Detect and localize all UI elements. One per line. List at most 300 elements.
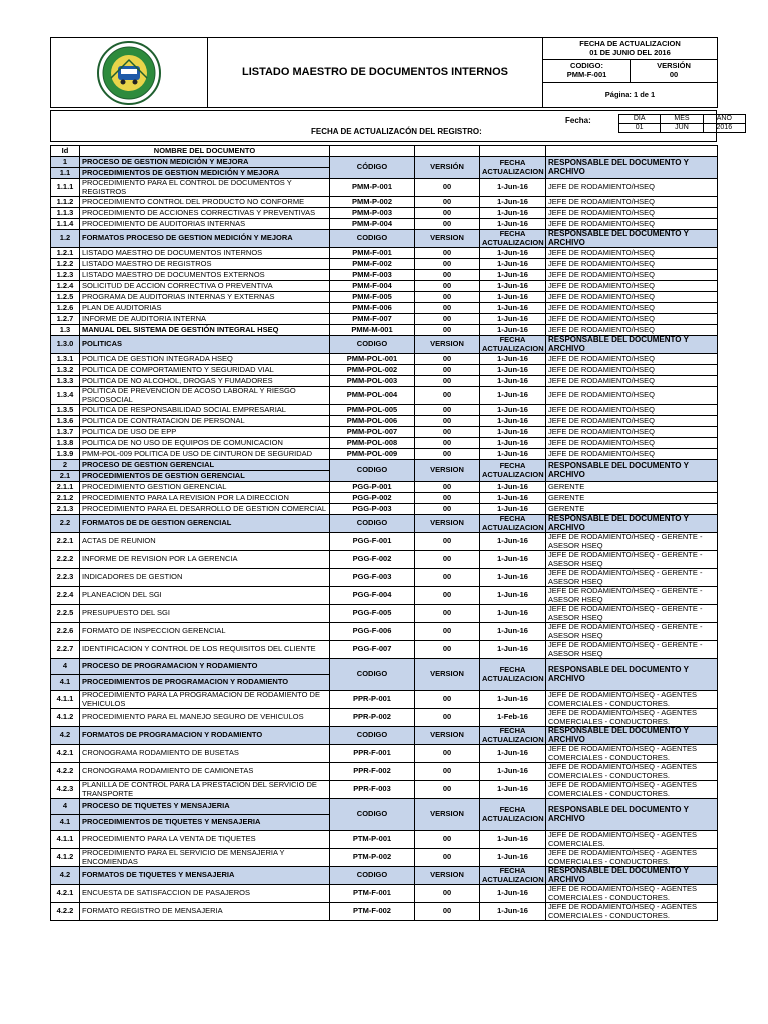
- document-version: 00: [415, 781, 480, 799]
- document-version: 00: [415, 219, 480, 230]
- table-row: [51, 781, 718, 799]
- document-name: PROCEDIMIENTO PARA LA PROGRAMACION DE RODAMIENTO DE VEHICULOS: [80, 691, 330, 709]
- section-id: 1.2: [51, 230, 80, 248]
- document-version: 00: [415, 885, 480, 903]
- date-column-header: FECHA ACTUALIZACION: [480, 867, 546, 885]
- row-id: 1.3: [51, 325, 80, 336]
- row-id: 4.1.2: [51, 709, 80, 727]
- document-version: 00: [415, 416, 480, 427]
- document-code: PMM-F-004: [330, 281, 415, 292]
- document-version: 00: [415, 303, 480, 314]
- row-id: 1.1.2: [51, 197, 80, 208]
- document-code: PMM-F-003: [330, 270, 415, 281]
- row-id: 1.2.3: [51, 270, 80, 281]
- version-column-header: VERSION: [415, 460, 480, 482]
- document-responsible: JEFE DE RODAMIENTO/HSEQ: [546, 303, 718, 314]
- table-row: [51, 354, 718, 365]
- subsection-id: 2.1: [51, 471, 80, 482]
- responsible-column-header: RESPONSABLE DEL DOCUMENTO Y ARCHIVO: [546, 867, 718, 885]
- document-code: PMM-F-007: [330, 314, 415, 325]
- document-name: PLANEACION DEL SGI: [80, 587, 330, 605]
- process-header-row: [51, 460, 718, 471]
- document-responsible: JEFE DE RODAMIENTO/HSEQ: [546, 365, 718, 376]
- document-version: 00: [415, 504, 480, 515]
- document-version: 00: [415, 354, 480, 365]
- document-responsible: JEFE DE RODAMIENTO/HSEQ: [546, 405, 718, 416]
- document-version: 00: [415, 641, 480, 659]
- document-version: 00: [415, 482, 480, 493]
- document-version: 00: [415, 438, 480, 449]
- document-date: 1-Jun-16: [480, 493, 546, 504]
- process-id: 1: [51, 157, 80, 168]
- table-row: [51, 387, 718, 405]
- row-id: 4.2.3: [51, 781, 80, 799]
- row-id: 1.2.5: [51, 292, 80, 303]
- document-name: PROCEDIMIENTO DE AUDITORIAS INTERNAS: [80, 219, 330, 230]
- document-responsible: JEFE DE RODAMIENTO/HSEQ - GERENTE - ASESOR HSEQ: [546, 641, 718, 659]
- document-date: 1-Jun-16: [480, 376, 546, 387]
- page-number: Página: 1 de 1: [543, 82, 718, 107]
- table-row: [51, 179, 718, 197]
- document-code: PPR-F-002: [330, 763, 415, 781]
- document-name: PRESUPUESTO DEL SGI: [80, 605, 330, 623]
- table-row: [51, 551, 718, 569]
- document-code: PGG-P-002: [330, 493, 415, 504]
- code-label: CODIGO:: [570, 61, 603, 71]
- document-date: 1-Jun-16: [480, 270, 546, 281]
- document-date: 1-Jun-16: [480, 292, 546, 303]
- document-date: 1-Jun-16: [480, 354, 546, 365]
- date-column-header: FECHA ACTUALIZACION: [480, 230, 546, 248]
- document-name: POLITICA DE CONTRATACION DE PERSONAL: [80, 416, 330, 427]
- document-date: 1-Jun-16: [480, 482, 546, 493]
- document-date: 1-Jun-16: [480, 219, 546, 230]
- document-date: 1-Jun-16: [480, 831, 546, 849]
- table-row: [51, 849, 718, 867]
- document-name: ACTAS DE REUNION: [80, 533, 330, 551]
- document-name: ENCUESTA DE SATISFACCION DE PASAJEROS: [80, 885, 330, 903]
- process-id: 2: [51, 460, 80, 471]
- document-name: PROCEDIMIENTO PARA EL DESARROLLO DE GESTION COMERCIAL: [80, 504, 330, 515]
- section-id: 2.2: [51, 515, 80, 533]
- section-name: FORMATOS DE DE GESTION GERENCIAL: [80, 515, 330, 533]
- document-date: 1-Jun-16: [480, 885, 546, 903]
- document-code: PPR-P-002: [330, 709, 415, 727]
- row-id: 4.1.1: [51, 831, 80, 849]
- document-name: CRONOGRAMA RODAMIENTO DE BUSETAS: [80, 745, 330, 763]
- section-header-row: [51, 336, 718, 354]
- document-date: 1-Jun-16: [480, 208, 546, 219]
- table-row: [51, 587, 718, 605]
- document-version: 00: [415, 179, 480, 197]
- document-version: 00: [415, 745, 480, 763]
- document-code: PGG-F-004: [330, 587, 415, 605]
- document-date: 1-Jun-16: [480, 745, 546, 763]
- process-header-row: [51, 799, 718, 815]
- document-version: 00: [415, 314, 480, 325]
- document-responsible: JEFE DE RODAMIENTO/HSEQ - GERENTE - ASESOR HSEQ: [546, 533, 718, 551]
- table-row: [51, 709, 718, 727]
- table-row: [51, 303, 718, 314]
- document-date: 1-Jun-16: [480, 551, 546, 569]
- name-column-header: NOMBRE DEL DOCUMENTO: [80, 146, 330, 157]
- document-name: POLITICA DE RESPONSABILIDAD SOCIAL EMPRESARIAL: [80, 405, 330, 416]
- row-id: 1.2.6: [51, 303, 80, 314]
- document-version: 00: [415, 405, 480, 416]
- documents-table: [50, 145, 718, 921]
- document-name: PROGRAMA DE AUDITORIAS INTERNAS Y EXTERNAS: [80, 292, 330, 303]
- date-column-header: FECHA ACTUALIZACION: [480, 659, 546, 691]
- row-id: 4.2.2: [51, 763, 80, 781]
- document-name: FORMATO REGISTRO DE MENSAJERIA: [80, 903, 330, 921]
- document-name: PROCEDIMIENTO PARA EL CONTROL DE DOCUMENTOS Y REGISTROS: [80, 179, 330, 197]
- row-id: 1.1.3: [51, 208, 80, 219]
- document-code: PMM-P-003: [330, 208, 415, 219]
- table-row: [51, 292, 718, 303]
- document-code: PMM-POL-009: [330, 449, 415, 460]
- row-id: 1.3.2: [51, 365, 80, 376]
- document-date: 1-Jun-16: [480, 641, 546, 659]
- document-code: PMM-F-001: [330, 248, 415, 259]
- document-code: PMM-POL-002: [330, 365, 415, 376]
- document-date: 1-Jun-16: [480, 259, 546, 270]
- document-date: 1-Jun-16: [480, 197, 546, 208]
- row-id: 1.3.1: [51, 354, 80, 365]
- process-id: 4: [51, 659, 80, 675]
- row-id: 4.2.2: [51, 903, 80, 921]
- version-column-header: VERSION: [415, 515, 480, 533]
- document-date: 1-Jun-16: [480, 569, 546, 587]
- table-row: [51, 405, 718, 416]
- table-row: [51, 691, 718, 709]
- document-code: PGG-F-005: [330, 605, 415, 623]
- document-responsible: JEFE DE RODAMIENTO/HSEQ: [546, 427, 718, 438]
- code-column-header: CODIGO: [330, 659, 415, 691]
- document-code: PPR-P-001: [330, 691, 415, 709]
- process-id: 4: [51, 799, 80, 815]
- document-version: 00: [415, 551, 480, 569]
- document-responsible: JEFE DE RODAMIENTO/HSEQ - AGENTES COMERCIALES - CONDUCTORES.: [546, 709, 718, 727]
- section-name: POLITICAS: [80, 336, 330, 354]
- document-name: PROCEDIMIENTO PARA LA VENTA DE TIQUETES: [80, 831, 330, 849]
- document-name: INDICADORES DE GESTION: [80, 569, 330, 587]
- document-code: PGG-F-002: [330, 551, 415, 569]
- document-code: PPR-F-001: [330, 745, 415, 763]
- row-id: 1.2.7: [51, 314, 80, 325]
- document-code: PTM-F-002: [330, 903, 415, 921]
- document-code: PMM-F-002: [330, 259, 415, 270]
- document-code: PGG-F-003: [330, 569, 415, 587]
- row-id: 2.1.1: [51, 482, 80, 493]
- document-code: PMM-POL-001: [330, 354, 415, 365]
- table-row: [51, 438, 718, 449]
- document-code: PMM-P-002: [330, 197, 415, 208]
- document-name: POLITICA DE NO ALCOHOL, DROGAS Y FUMADORES: [80, 376, 330, 387]
- subsection-name: PROCEDIMIENTOS DE GESTION GERENCIAL: [80, 471, 330, 482]
- document-name: FORMATO DE INSPECCION GERENCIAL: [80, 623, 330, 641]
- document-version: 00: [415, 365, 480, 376]
- table-row: [51, 281, 718, 292]
- document-version: 00: [415, 691, 480, 709]
- document-responsible: GERENTE: [546, 493, 718, 504]
- document-responsible: JEFE DE RODAMIENTO/HSEQ - GERENTE - ASESOR HSEQ: [546, 569, 718, 587]
- row-id: 1.3.4: [51, 387, 80, 405]
- document-code: PMM-POL-003: [330, 376, 415, 387]
- document-date: 1-Jun-16: [480, 605, 546, 623]
- responsible-column-header: RESPONSABLE DEL DOCUMENTO Y ARCHIVO: [546, 515, 718, 533]
- responsible-column-header: RESPONSABLE DEL DOCUMENTO Y ARCHIVO: [546, 460, 718, 482]
- document-version: 00: [415, 376, 480, 387]
- process-name: PROCESO DE PROGRAMACION Y RODAMIENTO: [80, 659, 330, 675]
- document-code: PGG-F-007: [330, 641, 415, 659]
- document-version: 00: [415, 763, 480, 781]
- document-responsible: JEFE DE RODAMIENTO/HSEQ: [546, 325, 718, 336]
- document-code: PTM-P-002: [330, 849, 415, 867]
- table-row: [51, 482, 718, 493]
- version-column-header: VERSION: [415, 659, 480, 691]
- document-date: 1-Jun-16: [480, 533, 546, 551]
- process-name: PROCESO DE GESTION GERENCIAL: [80, 460, 330, 471]
- responsible-column-header: RESPONSABLE DEL DOCUMENTO Y ARCHIVO: [546, 659, 718, 691]
- table-row: [51, 605, 718, 623]
- document-code: PMM-POL-007: [330, 427, 415, 438]
- document-responsible: JEFE DE RODAMIENTO/HSEQ: [546, 449, 718, 460]
- document-version: 00: [415, 587, 480, 605]
- document-name: IDENTIFICACION Y CONTROL DE LOS REQUISITOS DEL CLIENTE: [80, 641, 330, 659]
- row-id: 2.2.7: [51, 641, 80, 659]
- version-label: VERSIÓN: [657, 61, 691, 71]
- document-date: 1-Jun-16: [480, 903, 546, 921]
- day-header: DIA: [619, 115, 661, 124]
- table-row: [51, 365, 718, 376]
- document-date: 1-Jun-16: [480, 623, 546, 641]
- update-date: 01 DE JUNIO DEL 2016: [589, 47, 671, 57]
- table-row: [51, 493, 718, 504]
- table-row: [51, 831, 718, 849]
- row-id: 2.1.3: [51, 504, 80, 515]
- date-column-header: FECHA ACTUALIZACION: [480, 336, 546, 354]
- document-version: 00: [415, 292, 480, 303]
- table-row: [51, 623, 718, 641]
- registry-date-label: FECHA DE ACTUALIZACÓN DEL REGISTRO:: [311, 127, 482, 136]
- document-responsible: JEFE DE RODAMIENTO/HSEQ - GERENTE - ASESOR HSEQ: [546, 623, 718, 641]
- document-date: 1-Jun-16: [480, 248, 546, 259]
- document-version: 00: [415, 493, 480, 504]
- document-responsible: JEFE DE RODAMIENTO/HSEQ - AGENTES COMERCIALES - CONDUCTORES.: [546, 885, 718, 903]
- row-id: 4.1.1: [51, 691, 80, 709]
- document-version: 00: [415, 325, 480, 336]
- document-date: 1-Jun-16: [480, 303, 546, 314]
- document-code: PMM-P-001: [330, 179, 415, 197]
- document-responsible: JEFE DE RODAMIENTO/HSEQ: [546, 376, 718, 387]
- code-column-header: CODIGO: [330, 230, 415, 248]
- responsible-column-header: RESPONSABLE DEL DOCUMENTO Y ARCHIVO: [546, 336, 718, 354]
- subsection-id: 4.1: [51, 675, 80, 691]
- document-responsible: JEFE DE RODAMIENTO/HSEQ - AGENTES COMERCIALES - CONDUCTORES.: [546, 849, 718, 867]
- document-responsible: JEFE DE RODAMIENTO/HSEQ - GERENTE - ASESOR HSEQ: [546, 551, 718, 569]
- document-version: 00: [415, 709, 480, 727]
- process-header-row: [51, 157, 718, 168]
- document-version: 00: [415, 270, 480, 281]
- document-code: PMM-F-006: [330, 303, 415, 314]
- document-code: PMM-F-005: [330, 292, 415, 303]
- company-seal-icon: [86, 40, 172, 106]
- table-row: [51, 259, 718, 270]
- version-column-header: VERSION: [415, 230, 480, 248]
- document-name: SOLICITUD DE ACCION CORRECTIVA O PREVENTIVA: [80, 281, 330, 292]
- document-code: PMM-POL-008: [330, 438, 415, 449]
- document-responsible: JEFE DE RODAMIENTO/HSEQ: [546, 416, 718, 427]
- document-date: 1-Jun-16: [480, 387, 546, 405]
- document-responsible: GERENTE: [546, 482, 718, 493]
- process-name: PROCESO DE GESTION MEDICIÓN Y MEJORA: [80, 157, 330, 168]
- section-header-row: [51, 230, 718, 248]
- row-id: 1.3.8: [51, 438, 80, 449]
- document-date: 1-Jun-16: [480, 691, 546, 709]
- update-date-label: FECHA DE ACTUALIZACION: [579, 39, 681, 49]
- document-version: 00: [415, 569, 480, 587]
- table-row: [51, 504, 718, 515]
- version-column-header: VERSION: [415, 336, 480, 354]
- date-column-header: FECHA ACTUALIZACION: [480, 799, 546, 831]
- row-id: 2.2.5: [51, 605, 80, 623]
- document-version: 00: [415, 605, 480, 623]
- document-version: 00: [415, 831, 480, 849]
- responsible-column-header: RESPONSABLE DEL DOCUMENTO Y ARCHIVO: [546, 727, 718, 745]
- version-column-header: VERSION: [415, 727, 480, 745]
- document-responsible: JEFE DE RODAMIENTO/HSEQ: [546, 387, 718, 405]
- document-version: 00: [415, 623, 480, 641]
- company-logo: [51, 38, 208, 108]
- table-row: [51, 314, 718, 325]
- document-date: 1-Jun-16: [480, 849, 546, 867]
- section-header-row: [51, 867, 718, 885]
- row-id: 1.2.1: [51, 248, 80, 259]
- document-name: CRONOGRAMA RODAMIENTO DE CAMIONETAS: [80, 763, 330, 781]
- month-value: JUN: [661, 124, 703, 133]
- table-row: [51, 745, 718, 763]
- document-name: POLITICA DE PREVENCION DE ACOSO LABORAL Y RIESGO PSICOSOCIAL: [80, 387, 330, 405]
- section-id: 4.2: [51, 867, 80, 885]
- code-column-header: CÓDIGO: [330, 157, 415, 179]
- document-header: [50, 37, 718, 108]
- code-column-header: CODIGO: [330, 867, 415, 885]
- table-row: [51, 325, 718, 336]
- document-version: 00: [415, 849, 480, 867]
- id-column-header: Id: [51, 146, 80, 157]
- row-id: 2.2.4: [51, 587, 80, 605]
- document-responsible: GERENTE: [546, 504, 718, 515]
- document-responsible: JEFE DE RODAMIENTO/HSEQ: [546, 208, 718, 219]
- document-responsible: JEFE DE RODAMIENTO/HSEQ: [546, 179, 718, 197]
- document-date: 1-Jun-16: [480, 438, 546, 449]
- document-name: PROCEDIMIENTO CONTROL DEL PRODUCTO NO CONFORME: [80, 197, 330, 208]
- table-row: [51, 208, 718, 219]
- document-date: 1-Feb-16: [480, 709, 546, 727]
- document-name: POLITICA DE GESTION INTEGRADA HSEQ: [80, 354, 330, 365]
- row-id: 1.1.1: [51, 179, 80, 197]
- version-column-header: VERSIÓN: [415, 157, 480, 179]
- year-value: 2016: [703, 124, 745, 133]
- row-id: 2.2.6: [51, 623, 80, 641]
- section-name: FORMATOS DE TIQUETES Y MENSAJERIA: [80, 867, 330, 885]
- code-column-header: CODIGO: [330, 727, 415, 745]
- responsible-column-header: RESPONSABLE DEL DOCUMENTO Y ARCHIVO: [546, 230, 718, 248]
- registry-date-box: [50, 110, 733, 142]
- document-version: 00: [415, 449, 480, 460]
- subsection-id: 1.1: [51, 168, 80, 179]
- row-id: 1.3.6: [51, 416, 80, 427]
- row-id: 2.2.3: [51, 569, 80, 587]
- code-column-header: CODIGO: [330, 799, 415, 831]
- document-date: 1-Jun-16: [480, 427, 546, 438]
- table-row: [51, 641, 718, 659]
- table-row: [51, 569, 718, 587]
- date-column-header: FECHA ACTUALIZACION: [480, 727, 546, 745]
- document-date: 1-Jun-16: [480, 314, 546, 325]
- document-version: 00: [415, 248, 480, 259]
- document-name: INFORME DE REVISION POR LA GERENCIA: [80, 551, 330, 569]
- document-name: MANUAL DEL SISTEMA DE GESTIÓN INTEGRAL HSEQ: [80, 325, 330, 336]
- table-row: [51, 763, 718, 781]
- document-code: PGG-F-001: [330, 533, 415, 551]
- document-responsible: JEFE DE RODAMIENTO/HSEQ - AGENTES COMERCIALES - CONDUCTORES.: [546, 745, 718, 763]
- document-version: 00: [415, 903, 480, 921]
- document-version: 00: [415, 387, 480, 405]
- process-name: PROCESO DE TIQUETES Y MENSAJERIA: [80, 799, 330, 815]
- responsible-column-header: RESPONSABLE DEL DOCUMENTO Y ARCHIVO: [546, 157, 718, 179]
- document-name: LISTADO MAESTRO DE DOCUMENTOS INTERNOS: [80, 248, 330, 259]
- section-id: 4.2: [51, 727, 80, 745]
- table-row: [51, 903, 718, 921]
- document-version: 00: [415, 197, 480, 208]
- table-row: [51, 533, 718, 551]
- document-responsible: JEFE DE RODAMIENTO/HSEQ: [546, 281, 718, 292]
- document-date: 1-Jun-16: [480, 179, 546, 197]
- document-name: PLAN DE AUDITORIAS: [80, 303, 330, 314]
- row-id: 4.2.1: [51, 745, 80, 763]
- fecha-label: Fecha:: [565, 116, 591, 125]
- document-responsible: JEFE DE RODAMIENTO/HSEQ: [546, 197, 718, 208]
- document-version: 00: [415, 281, 480, 292]
- date-column-header: FECHA ACTUALIZACION: [480, 157, 546, 179]
- document-responsible: JEFE DE RODAMIENTO/HSEQ: [546, 270, 718, 281]
- row-id: 1.3.7: [51, 427, 80, 438]
- document-name: PROCEDIMIENTO PARA LA REVISION POR LA DIRECCION: [80, 493, 330, 504]
- table-row: [51, 248, 718, 259]
- document-code: PTM-P-001: [330, 831, 415, 849]
- date-column-header: FECHA ACTUALIZACION: [480, 515, 546, 533]
- section-header-row: [51, 727, 718, 745]
- subsection-name: PROCEDIMIENTOS DE TIQUETES Y MENSAJERIA: [80, 815, 330, 831]
- document-responsible: JEFE DE RODAMIENTO/HSEQ - GERENTE - ASESOR HSEQ: [546, 587, 718, 605]
- document-responsible: JEFE DE RODAMIENTO/HSEQ - AGENTES COMERCIALES - CONDUCTORES.: [546, 691, 718, 709]
- document-date: 1-Jun-16: [480, 449, 546, 460]
- subsection-id: 4.1: [51, 815, 80, 831]
- document-date: 1-Jun-16: [480, 504, 546, 515]
- code-column-header: CODIGO: [330, 460, 415, 482]
- table-row: [51, 885, 718, 903]
- document-date: 1-Jun-16: [480, 365, 546, 376]
- version-column-header: VERSION: [415, 867, 480, 885]
- table-row: [51, 197, 718, 208]
- document-title: LISTADO MAESTRO DE DOCUMENTOS INTERNOS: [208, 38, 543, 108]
- document-code: PGG-P-001: [330, 482, 415, 493]
- table-row: [51, 219, 718, 230]
- document-name: POLITICA DE USO DE EPP: [80, 427, 330, 438]
- document-name: PMM-POL-009 POLITICA DE USO DE CINTURON DE SEGURIDAD: [80, 449, 330, 460]
- document-responsible: JEFE DE RODAMIENTO/HSEQ: [546, 314, 718, 325]
